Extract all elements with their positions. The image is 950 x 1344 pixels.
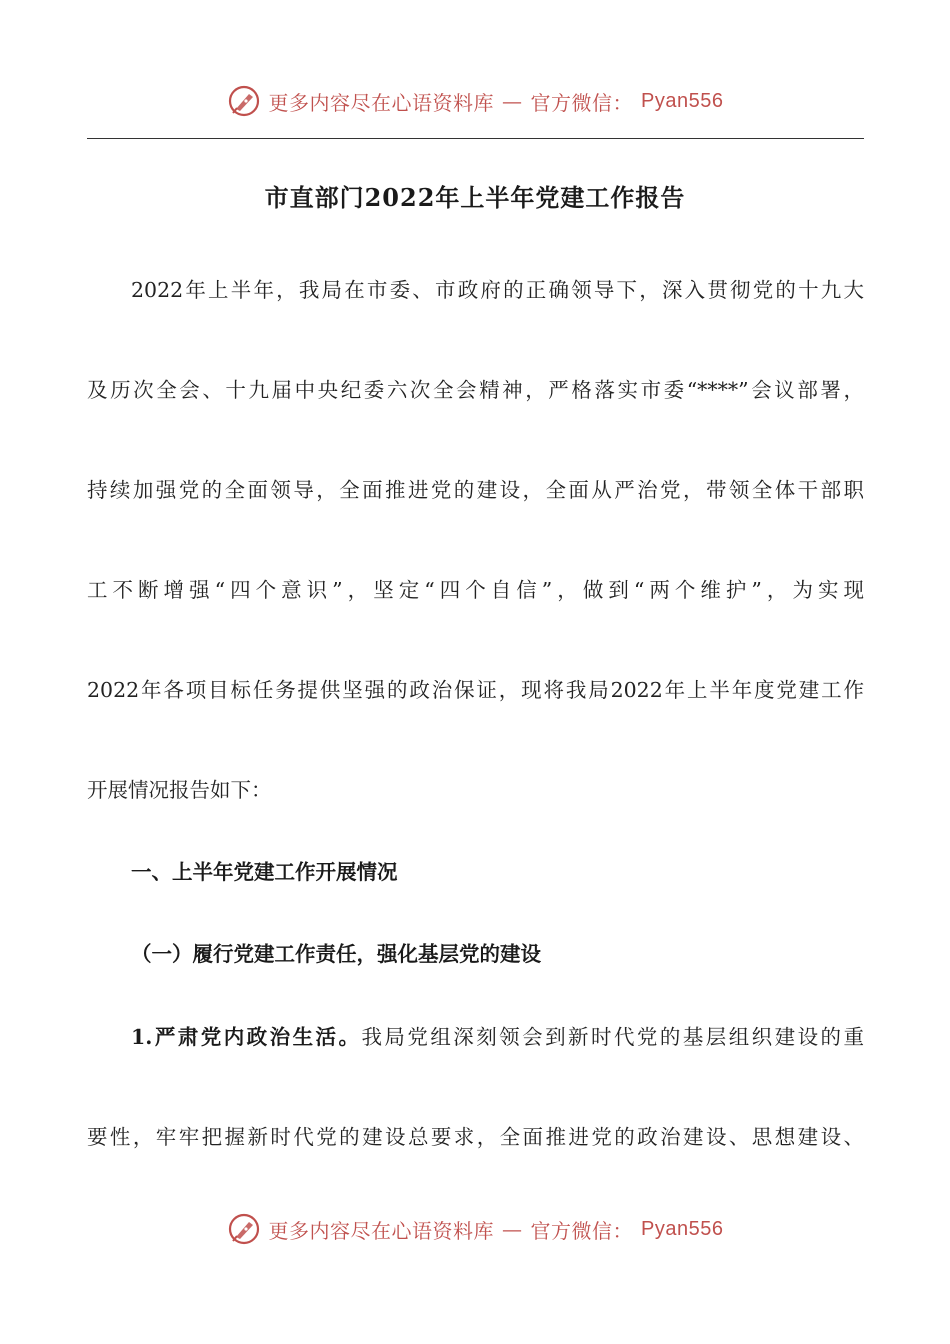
pen-nib-logo-icon bbox=[227, 1212, 261, 1246]
header-watermark bbox=[0, 84, 950, 118]
paragraph-line: 2022年上半年，我局在市委、市政府的正确领导下，深入贯彻党的十九大 bbox=[131, 278, 864, 302]
watermark-label: 官方微信： bbox=[530, 90, 634, 115]
watermark-dash: — bbox=[502, 89, 523, 113]
item-lead: 1.严肃党内政治生活。 bbox=[131, 1025, 362, 1049]
paragraph-line: 开展情况报告如下： bbox=[87, 778, 272, 802]
watermark-dash: — bbox=[502, 1217, 523, 1241]
paragraph-line: 及历次全会、十九届中央纪委六次全会精神，严格落实市委“****”会议部署， bbox=[87, 378, 864, 402]
item-text: 我局党组深刻领会到新时代党的基层组织建设的重 bbox=[361, 1025, 864, 1049]
document-title: 市直部门2022年上半年党建工作报告 bbox=[264, 183, 686, 212]
watermark-label: 官方微信： bbox=[530, 1218, 634, 1243]
footer-watermark bbox=[0, 1212, 950, 1246]
paragraph-line: 2022年各项目标任务提供坚强的政治保证，现将我局2022年上半年度党建工作 bbox=[87, 678, 864, 702]
watermark-wechat-id: Pyan556 bbox=[641, 1217, 724, 1240]
watermark-text: 更多内容尽在心语资料库 bbox=[268, 1218, 495, 1243]
watermark-text: 更多内容尽在心语资料库 bbox=[268, 90, 495, 115]
item-paragraph-line bbox=[131, 1020, 864, 1050]
paragraph-line: 工不断增强“四个意识”，坚定“四个自信”，做到“两个维护”，为实现 bbox=[87, 578, 864, 602]
header-divider bbox=[87, 138, 864, 139]
pen-nib-logo-icon bbox=[227, 84, 261, 118]
subsection-heading: （一）履行党建工作责任，强化基层党的建设 bbox=[131, 942, 541, 966]
paragraph-line: 要性，牢牢把握新时代党的建设总要求，全面推进党的政治建设、思想建设、 bbox=[87, 1125, 864, 1149]
watermark-wechat-id: Pyan556 bbox=[641, 89, 724, 112]
section-heading: 一、上半年党建工作开展情况 bbox=[131, 860, 398, 884]
paragraph-line: 持续加强党的全面领导，全面推进党的建设，全面从严治党，带领全体干部职 bbox=[87, 478, 864, 502]
